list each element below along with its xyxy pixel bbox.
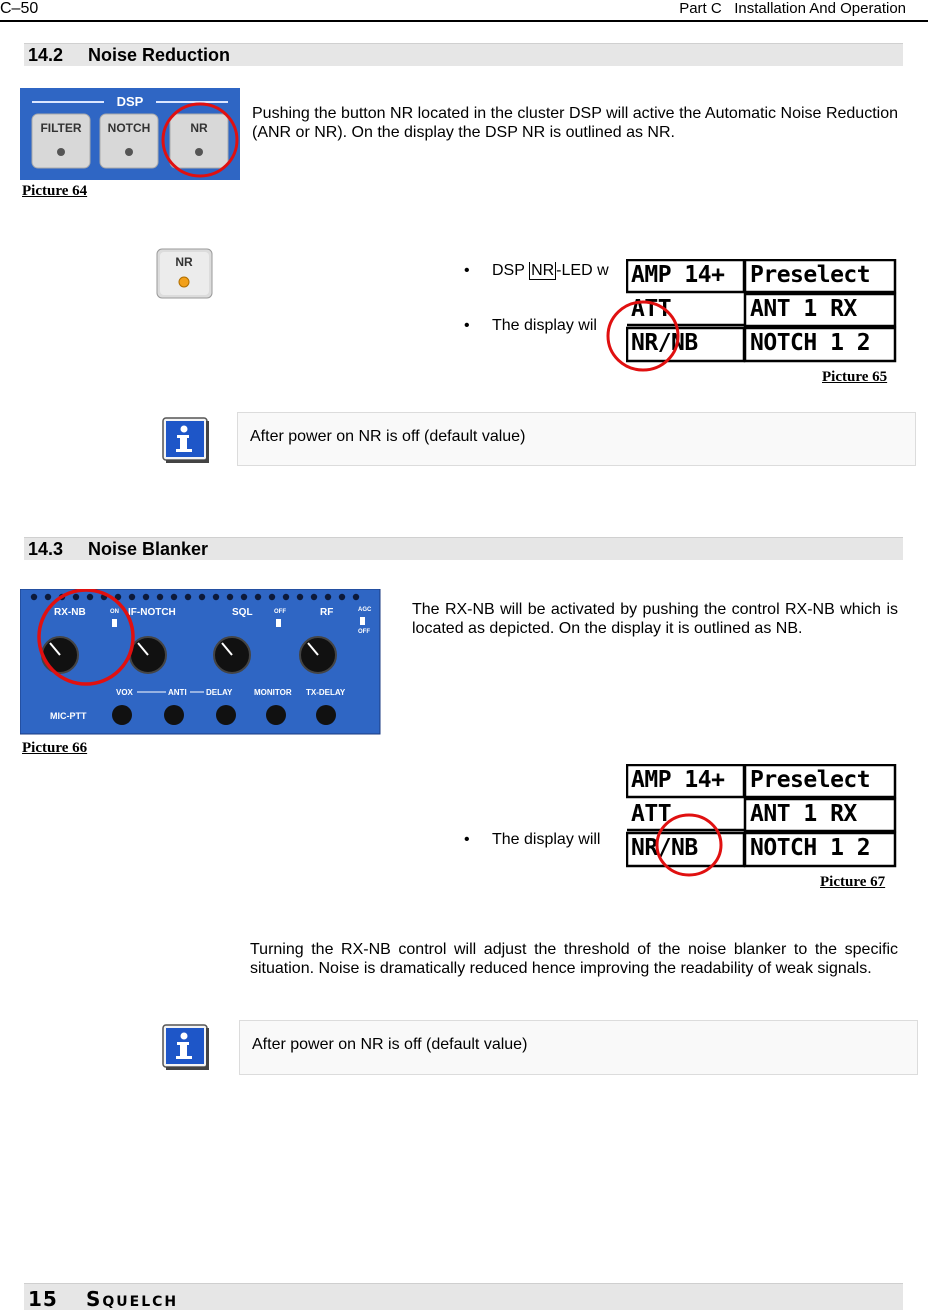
filter-label: FILTER xyxy=(40,121,82,135)
nr-led-button-icon xyxy=(156,248,214,300)
info-icon xyxy=(162,417,210,463)
picture-67-caption: Picture 67 xyxy=(820,874,886,890)
picture-65-caption: Picture 65 xyxy=(822,369,888,385)
lcd-cell: NOTCH 1 2 xyxy=(750,330,871,356)
lcd-cell: ANT 1 RX xyxy=(750,801,857,827)
section-heading-14-2 xyxy=(24,43,903,66)
lcd-cell: NOTCH 1 2 xyxy=(750,835,871,861)
front-panel-image xyxy=(20,589,382,736)
panel-label: MIC-PTT xyxy=(50,711,87,721)
panel-label: OFF xyxy=(358,629,370,635)
section-number: 14.2 xyxy=(28,45,64,65)
section-title: Squelch xyxy=(86,1287,179,1311)
picture-64-caption: Picture 64 xyxy=(22,183,88,199)
info-note-text: After power on NR is off (default value) xyxy=(252,1036,528,1053)
bullet-marker: • xyxy=(464,831,470,848)
panel-label: RF xyxy=(320,607,334,618)
dsp-cluster-image xyxy=(20,88,242,182)
info-note-box xyxy=(239,1020,918,1075)
lcd-cell: AMP 14+ xyxy=(631,262,725,288)
lcd-cell: Preselect xyxy=(750,767,871,793)
lcd-cell: NR/NB xyxy=(631,835,698,861)
panel-label: RX-NB xyxy=(54,607,86,618)
lcd-cell: ATT xyxy=(631,296,672,322)
panel-label: TX-DELAY xyxy=(306,688,346,697)
bullet-text-suffix: -LED w xyxy=(556,262,609,279)
dsp-label: DSP xyxy=(116,94,144,109)
highlight-circle xyxy=(654,812,724,878)
nr-intro-paragraph: Pushing the button NR located in the cluster DSP will active the Automatic Noise Reduction (ANR or NR). On the display the DSP NR is outlined as NR. xyxy=(252,105,898,141)
section-heading-15 xyxy=(24,1283,903,1310)
picture-66-caption: Picture 66 xyxy=(22,740,88,756)
panel-label: DELAY xyxy=(206,688,233,697)
section-title: Noise Reduction xyxy=(88,45,231,65)
section-number: 14.3 xyxy=(28,539,64,559)
bullet-display-text: The display wil xyxy=(492,317,597,334)
bullet-text-boxed: NR xyxy=(531,262,555,279)
panel-label: ANTI xyxy=(168,688,187,697)
nr-button-graphic xyxy=(170,114,228,168)
nr-button-text: NR xyxy=(175,255,193,269)
lcd-cell: ATT xyxy=(631,801,672,827)
lcd-cell: Preselect xyxy=(750,262,871,288)
nr-label: NR xyxy=(190,121,208,135)
panel-label: SQL xyxy=(232,607,253,618)
panel-label: MONITOR xyxy=(254,688,292,697)
header-rule xyxy=(0,20,928,22)
section-title: Noise Blanker xyxy=(88,539,209,559)
bullet-marker: • xyxy=(464,317,470,334)
filter-button-graphic xyxy=(32,114,90,168)
panel-label: ON xyxy=(110,609,119,615)
section-heading-14-3 xyxy=(24,537,903,560)
info-note-text: After power on NR is off (default value) xyxy=(250,428,526,445)
notch-button-graphic xyxy=(100,114,158,168)
notch-label: NOTCH xyxy=(107,121,151,135)
bullet-text-prefix: DSP xyxy=(492,262,530,279)
panel-label: AGC xyxy=(358,607,372,613)
highlight-circle xyxy=(604,298,682,374)
panel-label: OFF xyxy=(274,609,286,615)
info-note-box xyxy=(237,412,916,466)
bullet-marker: • xyxy=(464,262,470,279)
panel-label: VOX xyxy=(116,688,133,697)
section-number: 15 xyxy=(28,1287,58,1311)
page-number: C–50 xyxy=(0,0,39,17)
lcd-cell: AMP 14+ xyxy=(631,767,725,793)
bullet-display-text: The display will xyxy=(492,831,601,848)
nb-threshold-paragraph: Turning the RX-NB control will adjust the threshold of the noise blanker to the specific situation. Noise is dramatically reduced hence improving the readability of weak signals. xyxy=(250,941,898,977)
lcd-cell: ANT 1 RX xyxy=(750,296,857,322)
bullet-nr-led xyxy=(492,262,626,280)
panel-label: IF-NOTCH xyxy=(128,607,176,618)
lcd-cell: NR/NB xyxy=(631,330,698,356)
info-icon xyxy=(162,1024,210,1070)
nb-intro-paragraph: The RX-NB will be activated by pushing the control RX-NB which is located as depicted. On the display it is outlined as NB. xyxy=(412,601,898,637)
chapter-title: Part C Installation And Operation xyxy=(679,0,906,17)
